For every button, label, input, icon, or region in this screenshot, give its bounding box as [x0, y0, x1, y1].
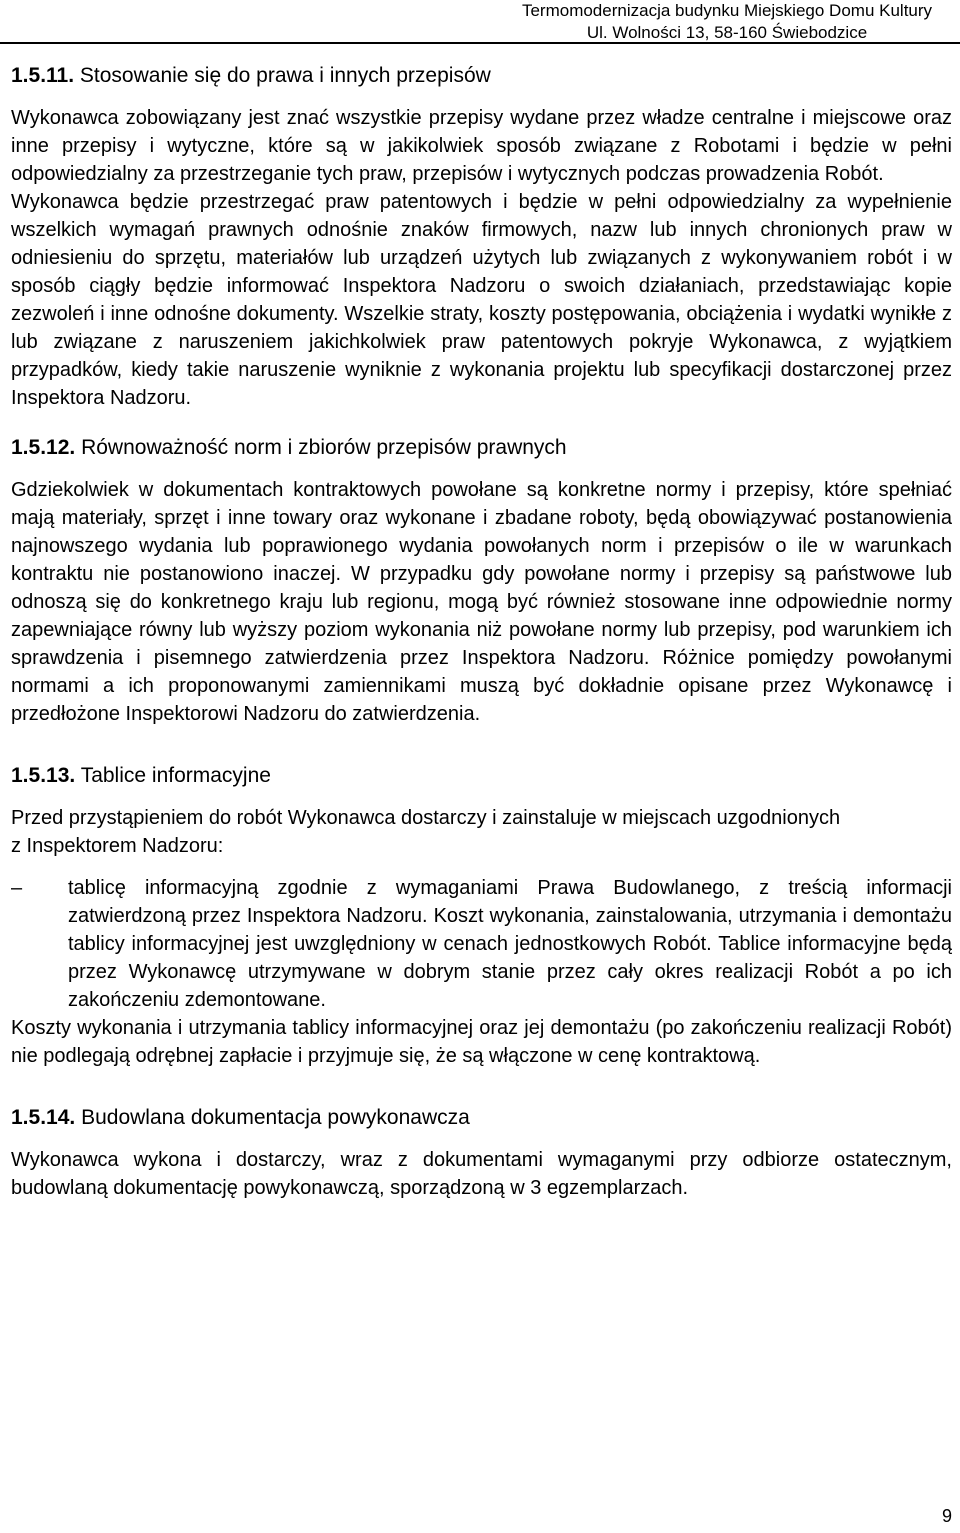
- section-title: Stosowanie się do prawa i innych przepisów: [79, 64, 491, 87]
- section-heading: [11, 762, 952, 790]
- header-address: Ul. Wolności 13, 58-160 Świebodzice: [586, 23, 868, 42]
- section-number: 1.5.12.: [11, 436, 76, 459]
- section-heading: [11, 1104, 952, 1132]
- list-item-text: tablicę informacyjną zgodnie z wymaganiami Prawa Budowlanego, z treścią informacji zatwierdzoną przez Inspektora Nadzoru. Koszt wykonania, zainstalowania, utrzymania i demontażu tablicy informacyjnej jest uwzględniony w cenach jednostkowych Robót. Tablice informacyjne będą przez Wykonawcę utrzymywane w dobrym stanie przez cały okres realizacji Robót a po ich zakończeniu zdemontowane.: [68, 877, 952, 1011]
- section-heading: [11, 62, 952, 90]
- dash-bullet: –: [11, 877, 23, 899]
- page-header: [0, 0, 960, 44]
- section-number: 1.5.11.: [11, 64, 75, 87]
- section-number: 1.5.13.: [11, 764, 76, 787]
- list-item: [11, 874, 952, 1014]
- page-number: 9: [941, 1506, 952, 1526]
- section-number: 1.5.14.: [11, 1106, 76, 1129]
- section-title: Tablice informacyjne: [80, 764, 271, 787]
- paragraph: Gdziekolwiek w dokumentach kontraktowych powołane są konkretne normy i przepisy, które spełniać mają materiały, sprzęt i inne towary oraz wykonane i zbadane roboty, będą obowiązywać postanowienia najnowszego wydania lub poprawionego wydania powołanych norm i przepisów o ile w warunkach kontraktu nie postanowiono inaczej. W przypadku gdy powołane normy i przepisy są państwowe lub odnoszą się do konkretnego kraju lub regionu, mogą być również stosowane inne odpowiednie normy zapewniające równy lub wyższy poziom wykonania niż powołane normy lub przepisy, pod warunkiem ich sprawdzenia i pisemnego zatwierdzenia przez Inspektora Nadzoru. Różnice pomiędzy powołanymi normami a ich proponowanymi zamiennikami muszą być dokładnie opisane przez Wykonawcę i przedłożone Inspektorowi Nadzoru do zatwierdzenia.: [11, 479, 952, 725]
- document-body: [11, 62, 952, 1202]
- section-heading: [11, 434, 952, 462]
- header-title: Termomodernizacja budynku Miejskiego Domu Kultury: [521, 1, 933, 20]
- paragraph: Przed przystąpieniem do robót Wykonawca dostarczy i zainstaluje w miejscach uzgodnionych: [11, 807, 841, 829]
- paragraph: Koszty wykonania i utrzymania tablicy informacyjnej oraz jej demontażu (po zakończeniu realizacji Robót) nie podlegają odrębnej zapłacie i przyjmuje się, że są włączone w cenę kontraktową.: [11, 1017, 952, 1067]
- section-title: Równoważność norm i zbiorów przepisów prawnych: [81, 436, 567, 459]
- paragraph: z Inspektorem Nadzoru:: [11, 835, 224, 857]
- paragraph: Wykonawca będzie przestrzegać praw patentowych i będzie w pełni odpowiedzialny za wypełnienie wszelkich wymagań prawnych odnośnie znaków firmowych, nazw lub innych chronionych praw w odniesieniu do sprzętu, materiałów lub urządzeń użytych lub związanych z wykonywaniem robót i w sposób ciągły będzie informować Inspektora Nadzoru o swoich działaniach, przedstawiając kopie zezwoleń i inne odnośne dokumenty. Wszelkie straty, koszty postępowania, obciążenia i wydatki wynikłe z lub związane z naruszeniem jakichkolwiek praw patentowych pokryje Wykonawca, z wyjątkiem przypadków, kiedy takie naruszenie wyniknie z wykonania projektu lub specyfikacji dostarczonej przez Inspektora Nadzoru.: [11, 191, 952, 409]
- paragraph: Wykonawca wykona i dostarczy, wraz z dokumentami wymaganymi przy odbiorze ostatecznym, budowlaną dokumentację powykonawczą, sporządzoną w 3 egzemplarzach.: [11, 1149, 952, 1199]
- paragraph: Wykonawca zobowiązany jest znać wszystkie przepisy wydane przez władze centralne i miejscowe oraz inne przepisy i wytyczne, które są w jakikolwiek sposób związane z Robotami i będzie w pełni odpowiedzialny za przestrzeganie tych praw, przepisów i wytycznych podczas prowadzenia Robót.: [11, 107, 952, 185]
- section-title: Budowlana dokumentacja powykonawcza: [81, 1106, 470, 1129]
